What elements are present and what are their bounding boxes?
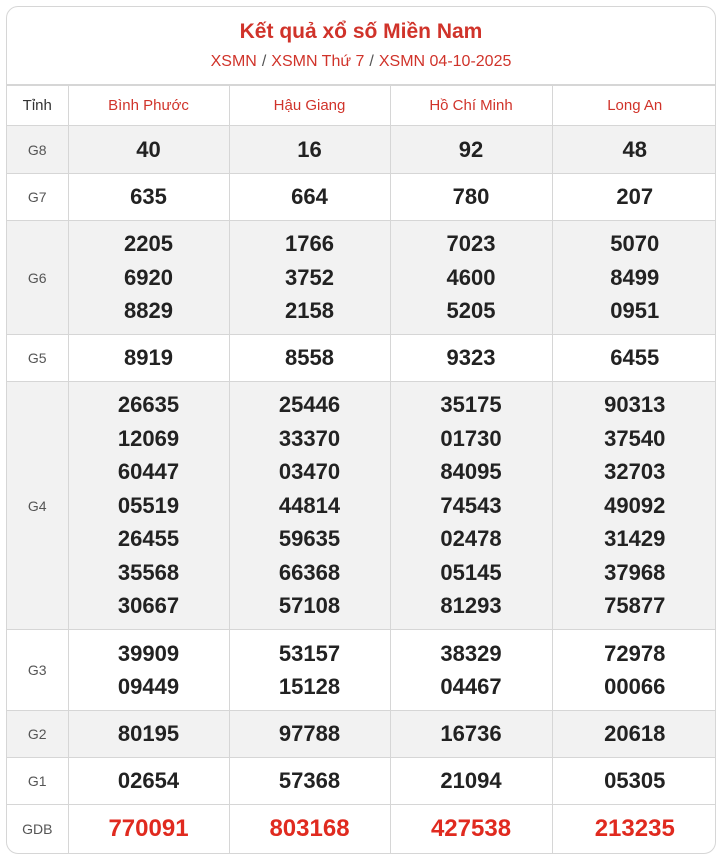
prize-row-g5 <box>7 335 716 382</box>
result-cell <box>68 221 229 335</box>
result-number: 02654 <box>117 768 180 794</box>
result-cell <box>229 630 390 711</box>
result-number: 0951 <box>610 298 660 324</box>
result-number: 32703 <box>604 459 666 485</box>
result-number: 49092 <box>604 492 666 518</box>
result-cell <box>390 630 552 711</box>
result-number: 02478 <box>440 526 502 552</box>
results-table <box>7 85 716 853</box>
results-card <box>6 6 716 854</box>
result-number: 38329 <box>440 640 502 666</box>
result-number: 6920 <box>124 264 173 290</box>
result-number: 15128 <box>278 674 341 699</box>
prize-row-g4 <box>7 382 716 630</box>
result-number: 780 <box>452 184 490 210</box>
page-title: Kết quả xổ số Miền Nam <box>239 20 483 43</box>
result-cell <box>68 382 229 630</box>
result-cell <box>229 221 390 335</box>
result-number: 37540 <box>604 425 666 451</box>
result-number: 30667 <box>117 593 180 619</box>
result-cell <box>390 126 552 174</box>
prize-row-g8 <box>7 126 716 174</box>
result-number: 48 <box>622 136 647 162</box>
result-number: 80195 <box>117 721 180 747</box>
result-number: 664 <box>291 184 328 210</box>
result-number: 5205 <box>446 298 496 324</box>
prize-label: G4 <box>7 382 68 630</box>
result-number: 04467 <box>440 674 502 699</box>
result-number: 57368 <box>278 768 341 794</box>
prize-label: G5 <box>7 335 68 382</box>
province-header-ho-chi-minh[interactable]: Hồ Chí Minh <box>390 86 552 126</box>
result-cell <box>552 630 716 711</box>
result-cell <box>552 126 716 174</box>
result-number: 00066 <box>604 674 666 699</box>
result-cell <box>552 758 716 805</box>
result-cell <box>68 174 229 221</box>
result-cell <box>68 805 229 853</box>
prize-row-g3 <box>7 630 716 711</box>
result-number: 31429 <box>604 526 666 552</box>
province-header-hau-giang[interactable]: Hậu Giang <box>229 86 390 126</box>
result-cell <box>229 335 390 382</box>
result-cell <box>68 335 229 382</box>
prize-label: G2 <box>7 711 68 758</box>
result-cell <box>390 758 552 805</box>
result-number: 97788 <box>278 721 341 747</box>
result-number: 09449 <box>117 674 180 699</box>
result-number: 9323 <box>446 345 496 371</box>
prize-label: G7 <box>7 174 68 221</box>
results-header <box>7 7 715 85</box>
breadcrumb-xsmn-thu-7[interactable]: XSMN Thứ 7 <box>271 53 365 70</box>
result-cell <box>229 711 390 758</box>
result-number: 207 <box>616 184 654 210</box>
prize-label: G8 <box>7 126 68 174</box>
prize-label: GDB <box>7 805 68 853</box>
result-number: 01730 <box>440 425 502 451</box>
result-number: 66368 <box>278 559 341 585</box>
jackpot-number: 803168 <box>269 814 350 842</box>
result-number: 37968 <box>604 559 666 585</box>
result-number: 35568 <box>117 559 180 585</box>
result-number: 75877 <box>604 593 666 619</box>
result-cell <box>229 174 390 221</box>
prize-row-gdb <box>7 805 716 853</box>
result-number: 5070 <box>610 231 660 257</box>
result-cell <box>552 805 716 853</box>
result-cell <box>390 382 552 630</box>
result-number: 16 <box>297 136 322 162</box>
breadcrumb-xsmn[interactable]: XSMN <box>210 53 257 70</box>
result-number: 05305 <box>604 768 666 794</box>
breadcrumb: XSMN / XSMN Thứ 7 / XSMN 04-10-2025 <box>210 53 512 70</box>
result-cell <box>68 630 229 711</box>
result-cell <box>552 221 716 335</box>
result-number: 59635 <box>278 526 341 552</box>
result-number: 8499 <box>610 264 660 290</box>
result-number: 81293 <box>440 593 502 619</box>
result-number: 25446 <box>278 392 341 418</box>
result-number: 90313 <box>604 392 666 418</box>
jackpot-number: 213235 <box>594 814 675 842</box>
result-cell <box>552 335 716 382</box>
result-number: 1766 <box>285 231 334 257</box>
jackpot-number: 427538 <box>430 814 512 842</box>
result-number: 35175 <box>440 392 502 418</box>
result-number: 2158 <box>285 298 334 324</box>
result-number: 05519 <box>117 492 180 518</box>
result-cell <box>390 221 552 335</box>
result-number: 40 <box>136 136 161 162</box>
result-number: 635 <box>130 184 167 210</box>
result-number: 74543 <box>440 492 502 518</box>
jackpot-number: 770091 <box>108 814 189 842</box>
result-number: 4600 <box>446 264 496 290</box>
result-cell <box>390 711 552 758</box>
result-number: 57108 <box>278 593 341 619</box>
prize-label: G3 <box>7 630 68 711</box>
result-number: 8919 <box>124 345 173 371</box>
result-number: 21094 <box>440 768 502 794</box>
result-number: 8558 <box>285 345 334 371</box>
prize-label: G1 <box>7 758 68 805</box>
result-number: 92 <box>458 136 484 162</box>
result-number: 8829 <box>124 298 173 324</box>
prize-row-g6 <box>7 221 716 335</box>
result-number: 72978 <box>604 640 666 666</box>
result-number: 33370 <box>278 425 341 451</box>
result-number: 12069 <box>117 425 180 451</box>
result-number: 26455 <box>117 526 180 552</box>
result-cell <box>229 126 390 174</box>
result-cell <box>68 758 229 805</box>
prize-label: G6 <box>7 221 68 335</box>
result-cell <box>552 174 716 221</box>
result-number: 7023 <box>446 231 496 257</box>
result-number: 44814 <box>278 492 341 518</box>
result-cell <box>390 174 552 221</box>
result-cell <box>229 382 390 630</box>
result-number: 60447 <box>117 459 180 485</box>
result-number: 16736 <box>440 721 502 747</box>
result-number: 3752 <box>285 264 334 290</box>
result-number: 84095 <box>440 459 502 485</box>
breadcrumb-xsmn-date[interactable]: XSMN 04-10-2025 <box>378 53 512 70</box>
result-cell <box>390 805 552 853</box>
result-number: 39909 <box>117 640 180 666</box>
prize-row-g7 <box>7 174 716 221</box>
result-cell <box>68 711 229 758</box>
prize-row-g1 <box>7 758 716 805</box>
result-number: 2205 <box>124 231 173 257</box>
result-number: 20618 <box>604 721 666 747</box>
result-cell <box>552 382 716 630</box>
province-header-binh-phuoc[interactable]: Bình Phước <box>68 86 229 126</box>
province-column-header: Tỉnh <box>7 86 68 126</box>
result-cell <box>229 805 390 853</box>
result-number: 6455 <box>610 345 660 371</box>
result-number: 03470 <box>278 459 341 485</box>
result-number: 05145 <box>440 559 502 585</box>
result-cell <box>552 711 716 758</box>
prize-row-g2 <box>7 711 716 758</box>
result-cell <box>229 758 390 805</box>
result-number: 53157 <box>278 640 341 666</box>
result-cell <box>68 126 229 174</box>
province-header-long-an[interactable]: Long An <box>552 86 716 126</box>
result-number: 26635 <box>117 392 180 418</box>
result-cell <box>390 335 552 382</box>
